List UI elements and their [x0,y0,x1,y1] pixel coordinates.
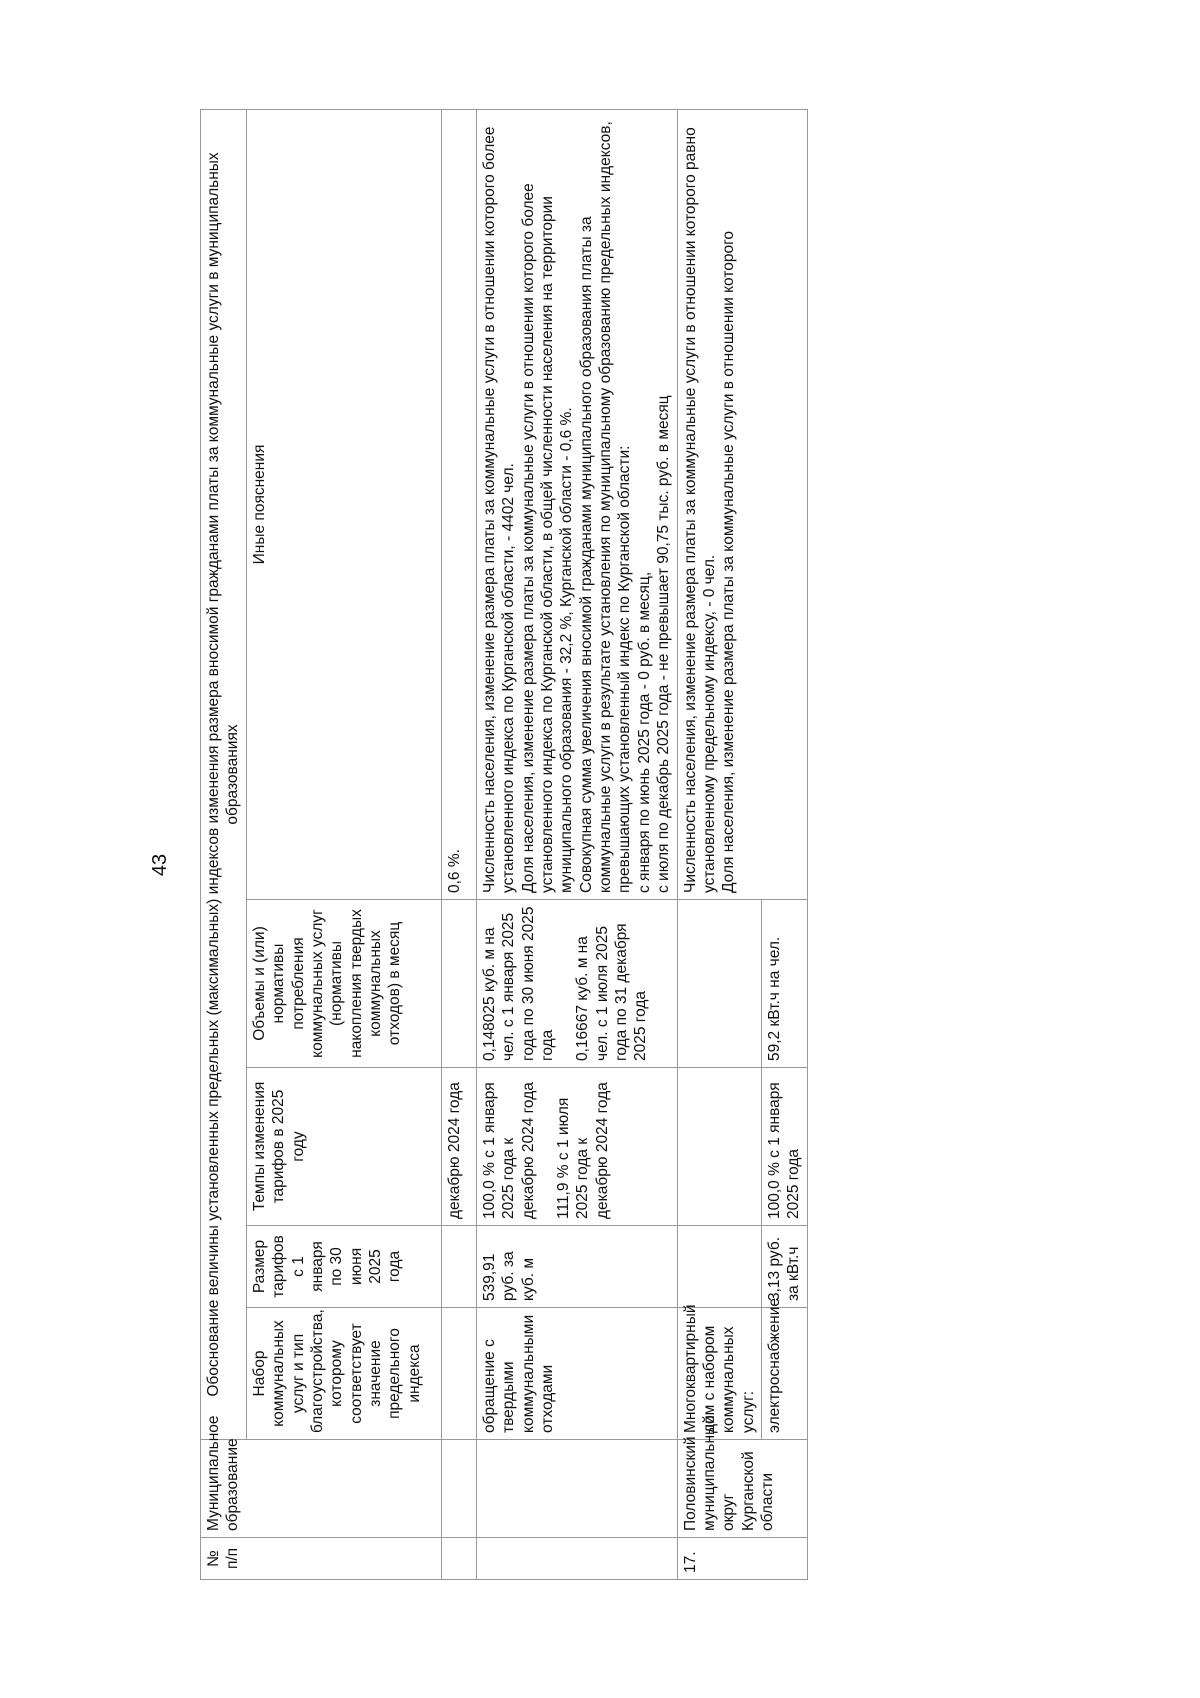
service-cell: электроснабжение [762,1308,808,1440]
notes-cell: 0,6 %. [441,109,476,899]
volume-cell: 59,2 кВт.ч на чел. [762,900,808,1068]
service-cell: Многоквартирный дом с набором коммунальных услуг: [677,1308,762,1440]
header-row-1 [201,109,247,1579]
header-services: Набор коммунальных услуг и тип благоустройства, которому соответствует значение предельного индекса [246,1308,441,1440]
header-tariff: Размер тарифов с 1 января по 30 июня 2025 года [246,1226,441,1308]
tariff-index-table [200,109,808,1580]
num-cell: 17. [677,1538,807,1580]
header-notes: Иные пояснения [246,109,441,899]
notes-cell: Численность населения, изменение размера платы за коммунальные услуги в отношении которого более установленного индекса по Курганской области, - 4402 чел. Доля населения, изменение размера платы за коммунальные услуги в отношении которого более установленного индекса по Курганской области, в общей численности населения на территории муниципального образования - 32,2 %, Курганской области - 0,6 %. Совокупная сумма увеличения вносимой гражданами муниципального образования платы за коммунальные услуги в результате установления по муниципальному образованию предельных индексов, превышающих установленный индекс по Курганской области: с января по июнь 2025 года - 0 руб. в месяц, с июля по декабрь 2025 года - не превышает 90,75 тыс. руб. в месяц [476,109,677,899]
header-municipality: Муниципальное образование [201,1440,442,1538]
rotated-table-wrapper [200,110,1140,1580]
header-rate: Темпы изменения тарифов в 2025 году [246,1068,441,1226]
rate-cell: 100,0 % с 1 января 2025 года к декабрю 2024 года 111,9 % с 1 июля 2025 года к декабрю 2024 года [476,1068,677,1226]
tariff-cell: 3,13 руб. за кВт.ч [762,1226,808,1308]
notes-cell: Численность населения, изменение размера платы за коммунальные услуги в отношении которого равно установленному предельному индексу, - 0 чел. Доля населения, изменение размера платы за коммунальные услуги в отношении которого [677,109,807,899]
table-row [476,109,677,1579]
header-volumes: Объемы и (или) нормативы потребления коммунальных услуг (нормативы накопления твердых коммунальных отходов) в месяц [246,900,441,1068]
tariff-cell: 539,91 руб. за куб. м [476,1226,677,1308]
service-cell: обращение с твердыми коммунальными отходами [476,1308,677,1440]
rate-cell: 100,0 % с 1 января 2025 года [762,1068,808,1226]
page-number: 43 [149,853,171,877]
header-row-2 [246,109,441,1579]
table-row [441,109,476,1579]
municipality-cell: Половинский муниципальный округ Курганской области [677,1440,807,1538]
volume-cell: 0,148025 куб. м на чел. с 1 января 2025 года по 30 июня 2025 года 0,16667 куб. м на чел. с 1 июля 2025 года по 31 декабря 2025 года [476,900,677,1068]
header-group: Обоснование величины установленных предельных (максимальных) индексов изменения размера вносимой гражданами платы за коммунальные услуги в муниципальных образованиях [201,109,247,1439]
table-row [677,109,762,1579]
header-num: № п/п [201,1538,442,1580]
rate-cell: декабрю 2024 года [441,1068,476,1226]
